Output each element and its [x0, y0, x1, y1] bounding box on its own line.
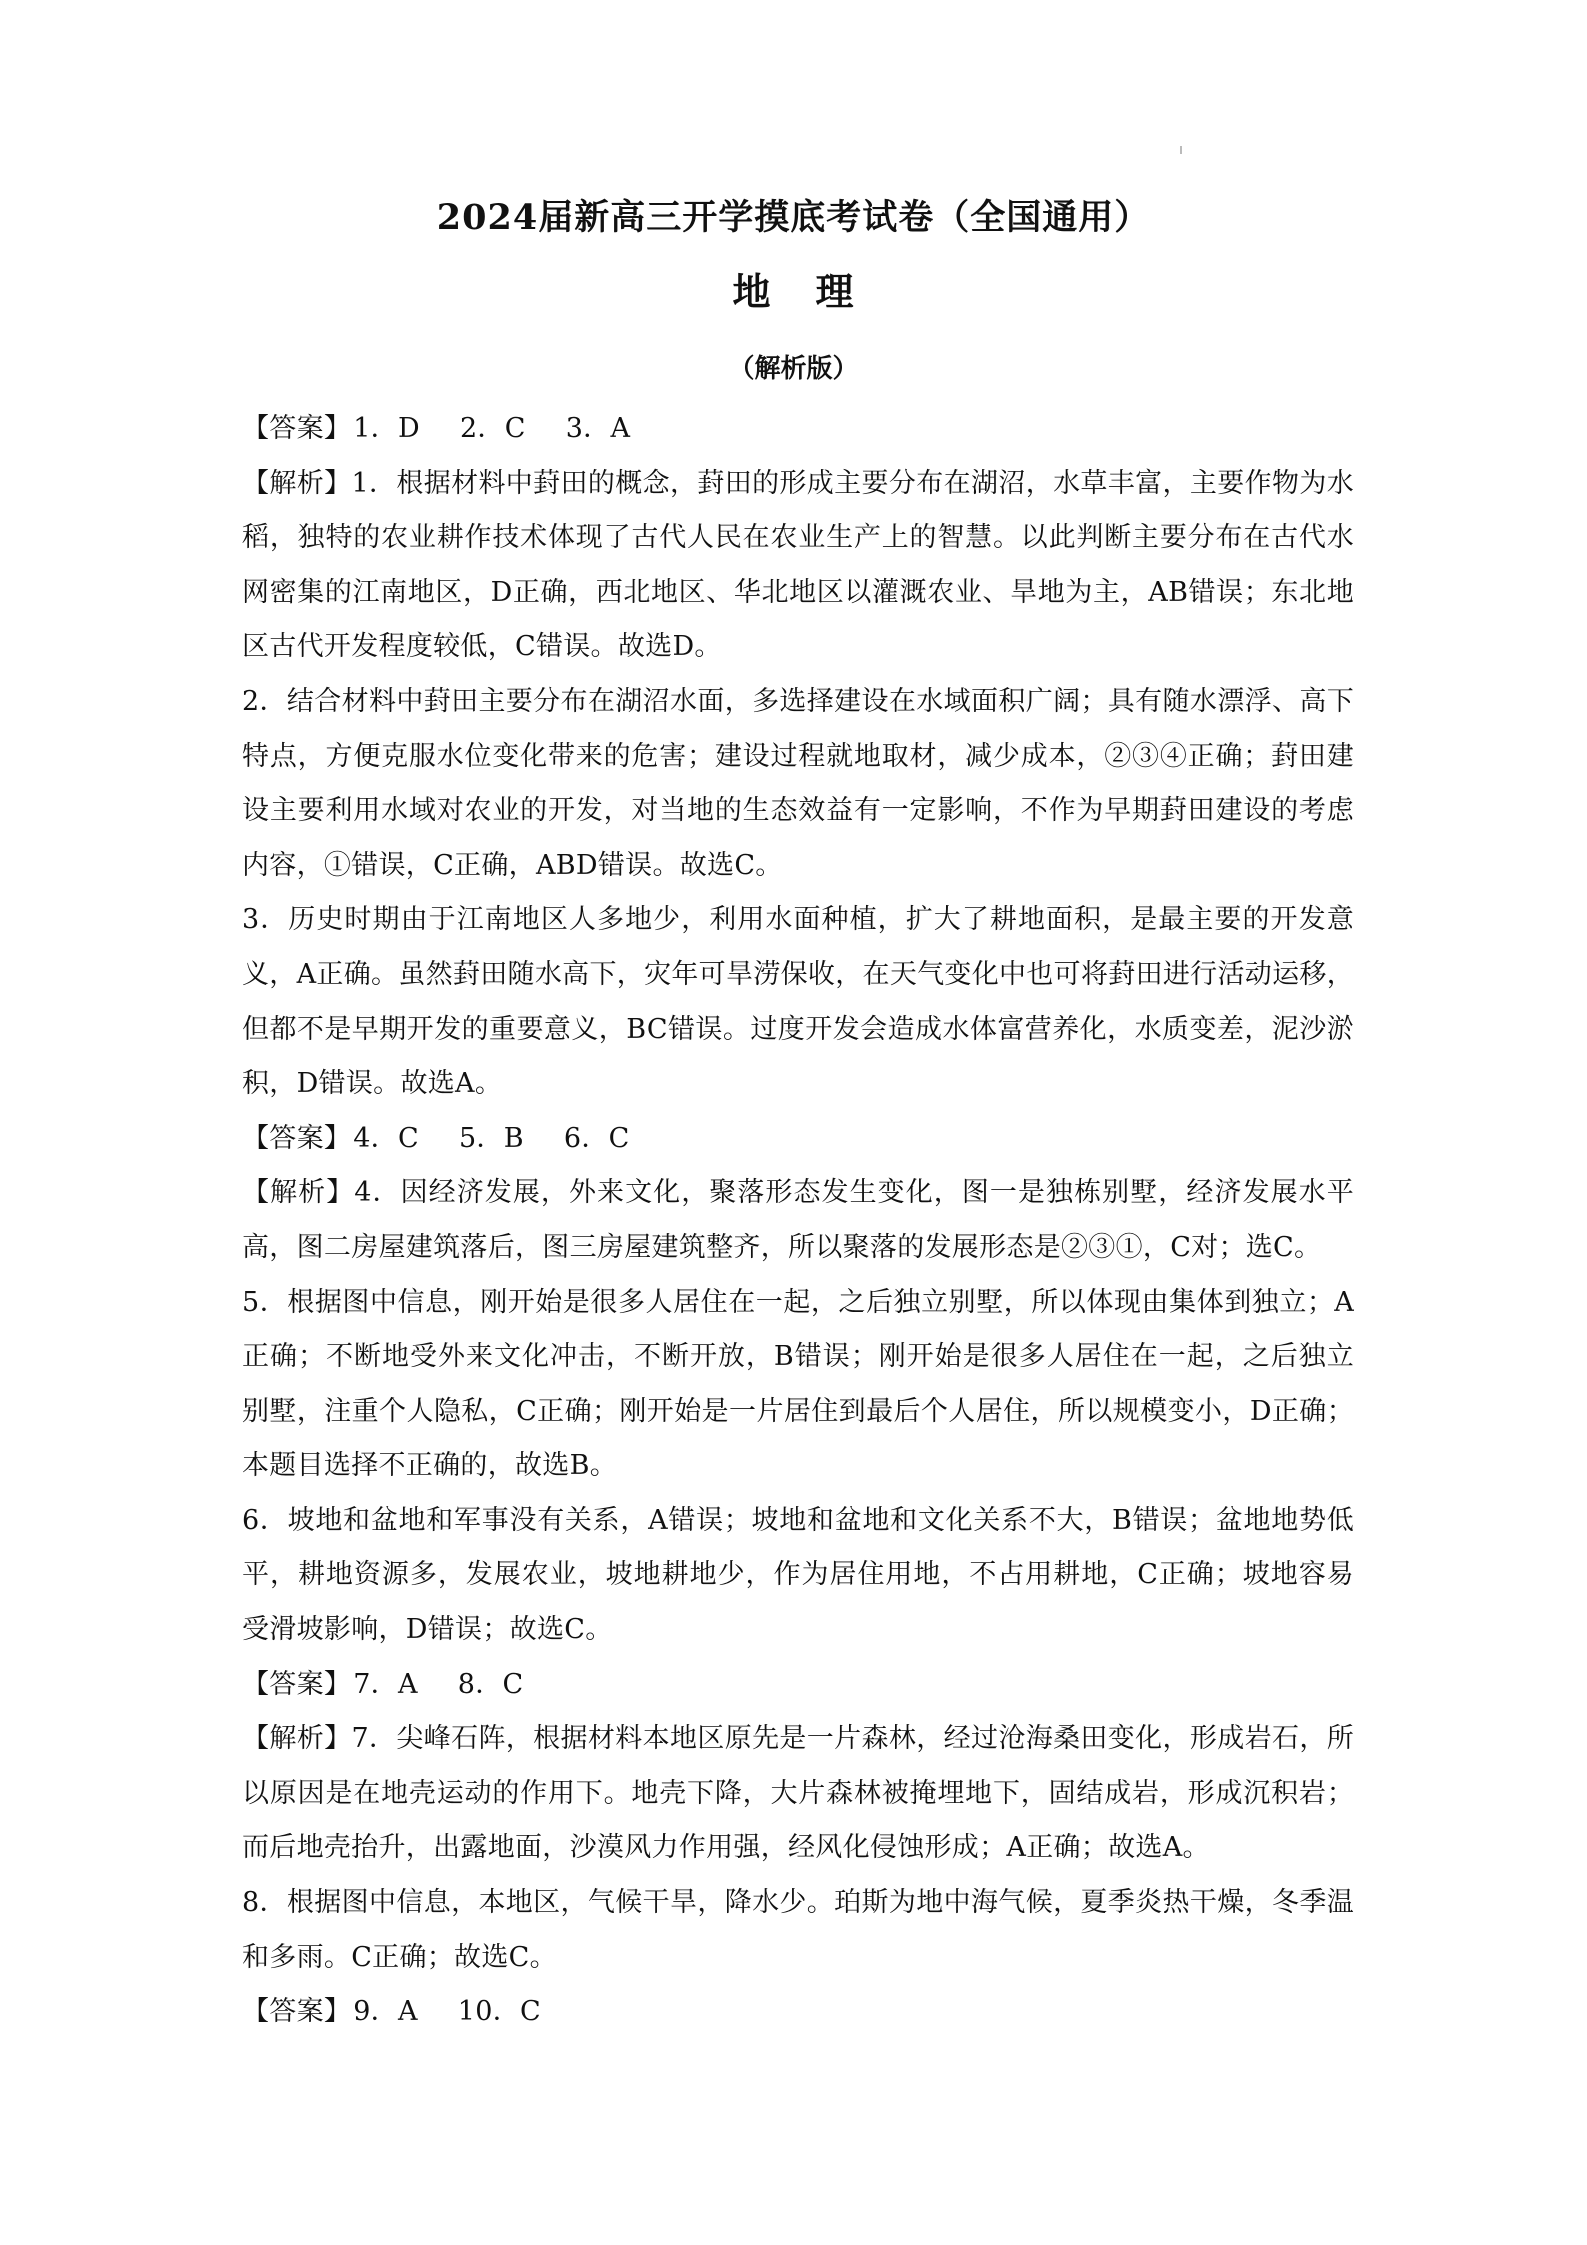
answer-item: 2．C	[459, 413, 526, 444]
answer-line	[242, 402, 1354, 457]
subject-title	[0, 268, 1587, 316]
analysis-paragraph	[242, 1166, 1354, 1275]
analysis-label: 【解析】	[242, 1177, 355, 1209]
analysis-paragraph: 5．根据图中信息，刚开始是很多人居住在一起，之后独立别墅，所以体现由集体到独立；A正确；不断地受外来文化冲击，不断开放，B错误；刚开始是很多人居住在一起，之后独立别墅，注重个人隐私，C正确；刚开始是一片居住到最后个人居住，所以规模变小，D正确；本题目选择不正确的，故选B。	[242, 1286, 1354, 1482]
answer-label: 【答案】	[242, 413, 352, 444]
answer-item: 5．B	[458, 1122, 524, 1154]
analysis-paragraph: 2．结合材料中葑田主要分布在湖沼水面，多选择建设在水域面积广阔；具有随水漂浮、高下特点，方便克服水位变化带来的危害；建设过程就地取材，减少成本，②③④正确；葑田建设主要利用水域对农业的开发，对当地的生态效益有一定影响，不作为早期葑田建设的考虑内容，①错误，C正确，ABD错误。故选C。	[242, 685, 1354, 881]
subject-char-1: 地	[732, 269, 772, 314]
answer-label: 【答案】	[242, 1668, 352, 1700]
answer-line	[242, 1112, 1354, 1167]
answer-item: 1．D	[353, 413, 420, 444]
answer-item: 9．A	[353, 1996, 418, 2028]
page-title: 2024届新高三开学摸底考试卷（全国通用）	[436, 197, 1151, 238]
answer-item: 6．C	[563, 1122, 630, 1154]
edition-label: （解析版）	[728, 354, 859, 384]
analysis-paragraph: 3．历史时期由于江南地区人多地少，利用水面种植，扩大了耕地面积，是最主要的开发意义，A正确。虽然葑田随水高下，灾年可旱涝保收，在天气变化中也可将葑田进行活动运移，但都不是早期开发的重要意义，BC错误。过度开发会造成水体富营养化，水质变差，泥沙淤积，D错误。故选A。	[242, 904, 1354, 1100]
analysis-text: 1．根据材料中葑田的概念，葑田的形成主要分布在湖沼，水草丰富，主要作物为水稻，独特的农业耕作技术体现了古代人民在农业生产上的智慧。以此判断主要分布在古代水网密集的江南地区，D正确，西北地区、华北地区以灌溉农业、旱地为主，AB错误；东北地区古代开发程度较低，C错误。故选D。	[242, 467, 1354, 663]
answer-label: 【答案】	[242, 1122, 352, 1154]
analysis-text: 7．尖峰石阵，根据材料本地区原先是一片森林，经过沧海桑田变化，形成岩石，所以原因是在地壳运动的作用下。地壳下降，大片森林被掩埋地下，固结成岩，形成沉积岩；而后地壳抬升，出露地面，沙漠风力作用强，经风化侵蚀形成；A正确；故选A。	[242, 1723, 1354, 1864]
answer-item: 8．C	[457, 1668, 524, 1700]
answer-line	[242, 1985, 1354, 2040]
answer-item: 10．C	[457, 1996, 541, 2028]
analysis-paragraph	[242, 1712, 1354, 1876]
analysis-text: 4．因经济发展，外来文化，聚落形态发生变化，图一是独栋别墅，经济发展水平高，图二房屋建筑落后，图三房屋建筑整齐，所以聚落的发展形态是②③①，C对；选C。	[242, 1177, 1354, 1263]
answer-item: 3．A	[565, 413, 631, 444]
analysis-label: 【解析】	[242, 467, 352, 499]
analysis-paragraph	[242, 457, 1354, 675]
subject-char-2: 理	[815, 269, 855, 314]
answer-label: 【答案】	[242, 1996, 352, 2028]
answer-line	[242, 1658, 1354, 1713]
analysis-paragraph: 8．根据图中信息，本地区，气候干旱，降水少。珀斯为地中海气候，夏季炎热干燥，冬季温和多雨。C正确；故选C。	[242, 1887, 1354, 1973]
scan-mark	[1180, 146, 1182, 154]
answer-item: 7．A	[353, 1668, 418, 1700]
answer-item: 4．C	[353, 1122, 419, 1154]
analysis-label: 【解析】	[242, 1723, 352, 1755]
analysis-paragraph: 6．坡地和盆地和军事没有关系，A错误；坡地和盆地和文化关系不大，B错误；盆地地势低平，耕地资源多，发展农业，坡地耕地少，作为居住用地，不占用耕地，C正确；坡地容易受滑坡影响，D错误；故选C。	[242, 1504, 1354, 1646]
answer-content	[242, 402, 1354, 2040]
